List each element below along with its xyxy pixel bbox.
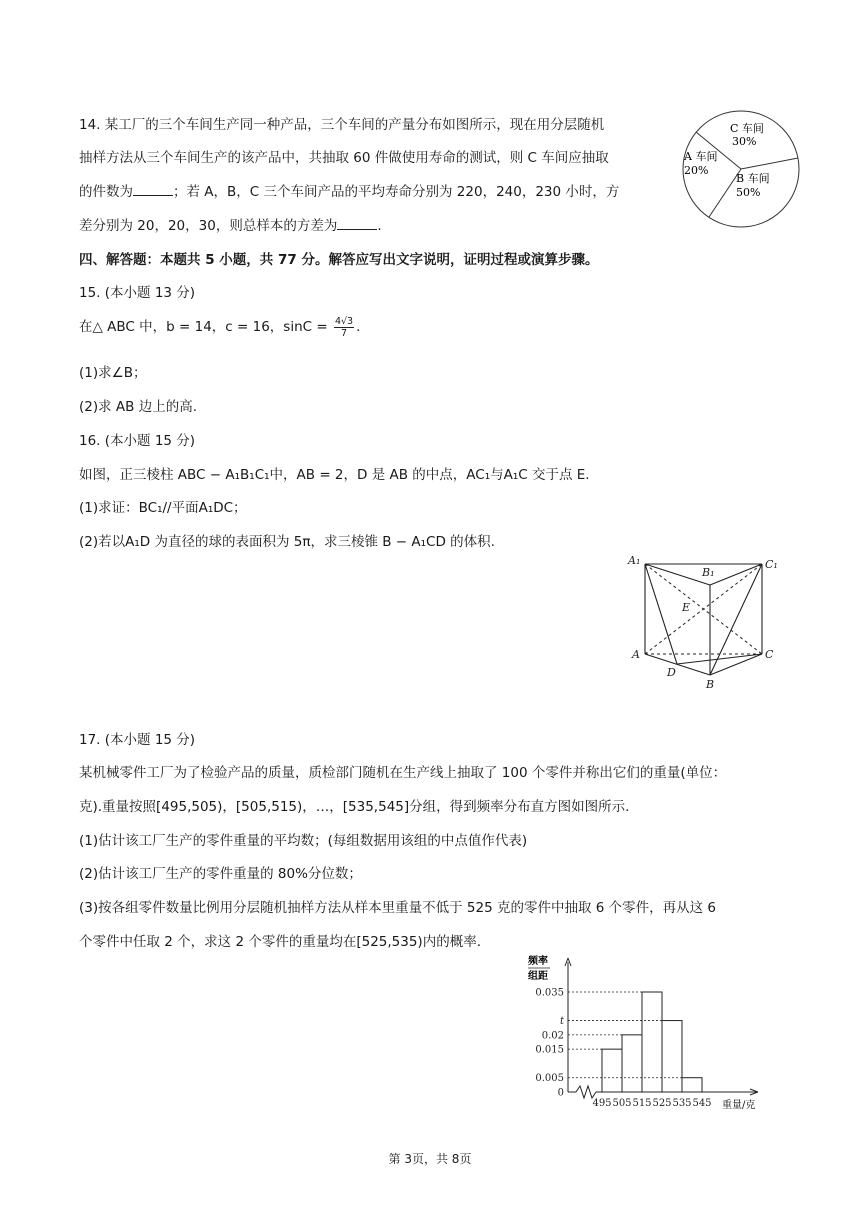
- q16-part-1: (1)求证：BC₁//平面A₁DC；: [79, 500, 247, 516]
- q17-line-2: 克).重量按照[495,505)，[505,515)，…，[535,545]分组，得到频率分布直方图如图所示.: [79, 799, 630, 815]
- q14-line-4a: 差分别为 20，20，30，则总样本的方差为: [79, 218, 338, 234]
- q14-line-1: 14. 某工厂的三个车间生产同一种产品，三个车间的产量分布如图所示，现在用分层随机: [79, 117, 605, 133]
- q17-part-1: (1)估计该工厂生产的零件重量的平均数；(每组数据用该组的中点值作代表): [79, 833, 528, 849]
- edge-a1-b1: [645, 564, 710, 585]
- label-b1: B₁: [702, 566, 715, 579]
- q16-header: 16. (本小题 15 分): [79, 433, 196, 449]
- histogram-bar: [662, 1021, 682, 1092]
- pie-c-label: C 车间: [730, 122, 764, 135]
- page-footer: 第 3页，共 8页: [388, 1152, 472, 1166]
- q14-line-4: [79, 214, 382, 234]
- histogram-bar: [642, 992, 662, 1092]
- histogram-bar: [602, 1049, 622, 1092]
- y-label-top: 频率: [528, 956, 548, 967]
- x-tick-label: 505: [612, 1098, 632, 1109]
- q17-part-3a: (3)按各组零件数量比例用分层随机抽样方法从样本里重量不低于 525 克的零件中抽取 6 个零件，再从这 6: [79, 900, 717, 916]
- q15-part-1: (1)求∠B；: [79, 365, 147, 381]
- frequency-histogram: [520, 952, 780, 1112]
- fraction-denominator: 7: [341, 327, 348, 339]
- sin-c-fraction: [334, 316, 354, 339]
- segment-a1-d: [645, 564, 677, 664]
- answer-blank-2: [337, 217, 377, 230]
- q14-line-4b: .: [377, 218, 382, 234]
- axis-break-zigzag: [576, 1086, 596, 1098]
- x-tick-label: 535: [672, 1098, 692, 1109]
- q17-part-3b: 个零件中任取 2 个，求这 2 个零件的重量均在[525,535)内的概率.: [79, 934, 481, 950]
- label-c1: C₁: [765, 558, 778, 571]
- q14-line-3: [79, 180, 619, 200]
- workshop-pie-chart: [678, 108, 804, 230]
- pie-divider-cb: [741, 158, 798, 169]
- q14-line-2: 抽样方法从三个车间生产的该产品中，共抽取 60 件做使用寿命的测试，则 C 车间应抽取: [79, 150, 609, 166]
- x-tick-label: 525: [652, 1098, 672, 1109]
- q15-part-2: (2)求 AB 边上的高.: [79, 399, 197, 415]
- label-e: E: [682, 601, 691, 614]
- x-tick-label: 545: [692, 1098, 712, 1109]
- pie-c-pct: 30%: [732, 135, 757, 148]
- q15-header: 15. (本小题 13 分): [79, 285, 196, 301]
- pie-b-pct: 50%: [736, 186, 761, 199]
- pie-b-label: B 车间: [736, 172, 770, 185]
- y-tick-label: 0.005: [535, 1073, 564, 1085]
- label-b: B: [706, 678, 715, 691]
- x-tick-label: 515: [632, 1098, 652, 1109]
- y-label-bottom: 组距: [528, 971, 548, 982]
- q16-condition: 如图，正三棱柱 ABC − A₁B₁C₁中，AB = 2，D 是 AB 的中点，AC₁与A₁C 交于点 E.: [79, 467, 590, 483]
- label-a1: A₁: [628, 554, 641, 567]
- q14-line-3b: ；若 A，B，C 三个车间产品的平均寿命分别为 220，240，230 小时，方: [173, 184, 620, 200]
- section-4-heading: 四、解答题：本题共 5 小题，共 77 分。解答应写出文字说明，证明过程或演算步骤。: [79, 252, 599, 268]
- prism-figure: [620, 552, 790, 692]
- q16-part-2: (2)若以A₁D 为直径的球的表面积为 5π，求三棱锥 B − A₁CD 的体积.: [79, 534, 495, 550]
- y-tick-label: 0.035: [535, 987, 564, 999]
- y-tick-label: t: [559, 1016, 564, 1028]
- label-d: D: [667, 666, 676, 679]
- histogram-bar: [622, 1035, 642, 1092]
- y-tick-label: 0.02: [541, 1030, 564, 1042]
- q14-line-3a: 的件数为: [79, 184, 133, 200]
- q15-cond-prefix: 在△ ABC 中，b = 14，c = 16，sinC =: [79, 319, 328, 335]
- pie-a-pct: 20%: [684, 164, 709, 177]
- label-c: C: [765, 648, 774, 661]
- q17-header: 17. (本小题 15 分): [79, 732, 196, 748]
- answer-blank-1: [133, 183, 173, 196]
- q15-condition: 在△ ABC 中，b = 14，c = 16，sinC = $\frac{4√3}{7}$ .: [79, 315, 361, 339]
- q17-line-1: 某机械零件工厂为了检验产品的质量，质检部门随机在生产线上抽取了 100 个零件并称出它们的重量(单位：: [79, 765, 727, 781]
- edge-a-b: [645, 654, 710, 675]
- x-axis-label: 重量/克: [722, 1100, 756, 1111]
- x-tick-label: 495: [592, 1098, 612, 1109]
- histogram-bar: [682, 1078, 702, 1092]
- fraction-numerator: 4√3: [334, 315, 354, 327]
- pie-a-label: A 车间: [684, 150, 718, 163]
- label-a: A: [632, 648, 640, 661]
- q17-part-2: (2)估计该工厂生产的零件重量的 80%分位数；: [79, 866, 362, 882]
- y-tick-label: 0.015: [535, 1044, 564, 1056]
- y-tick-label: 0: [557, 1087, 564, 1099]
